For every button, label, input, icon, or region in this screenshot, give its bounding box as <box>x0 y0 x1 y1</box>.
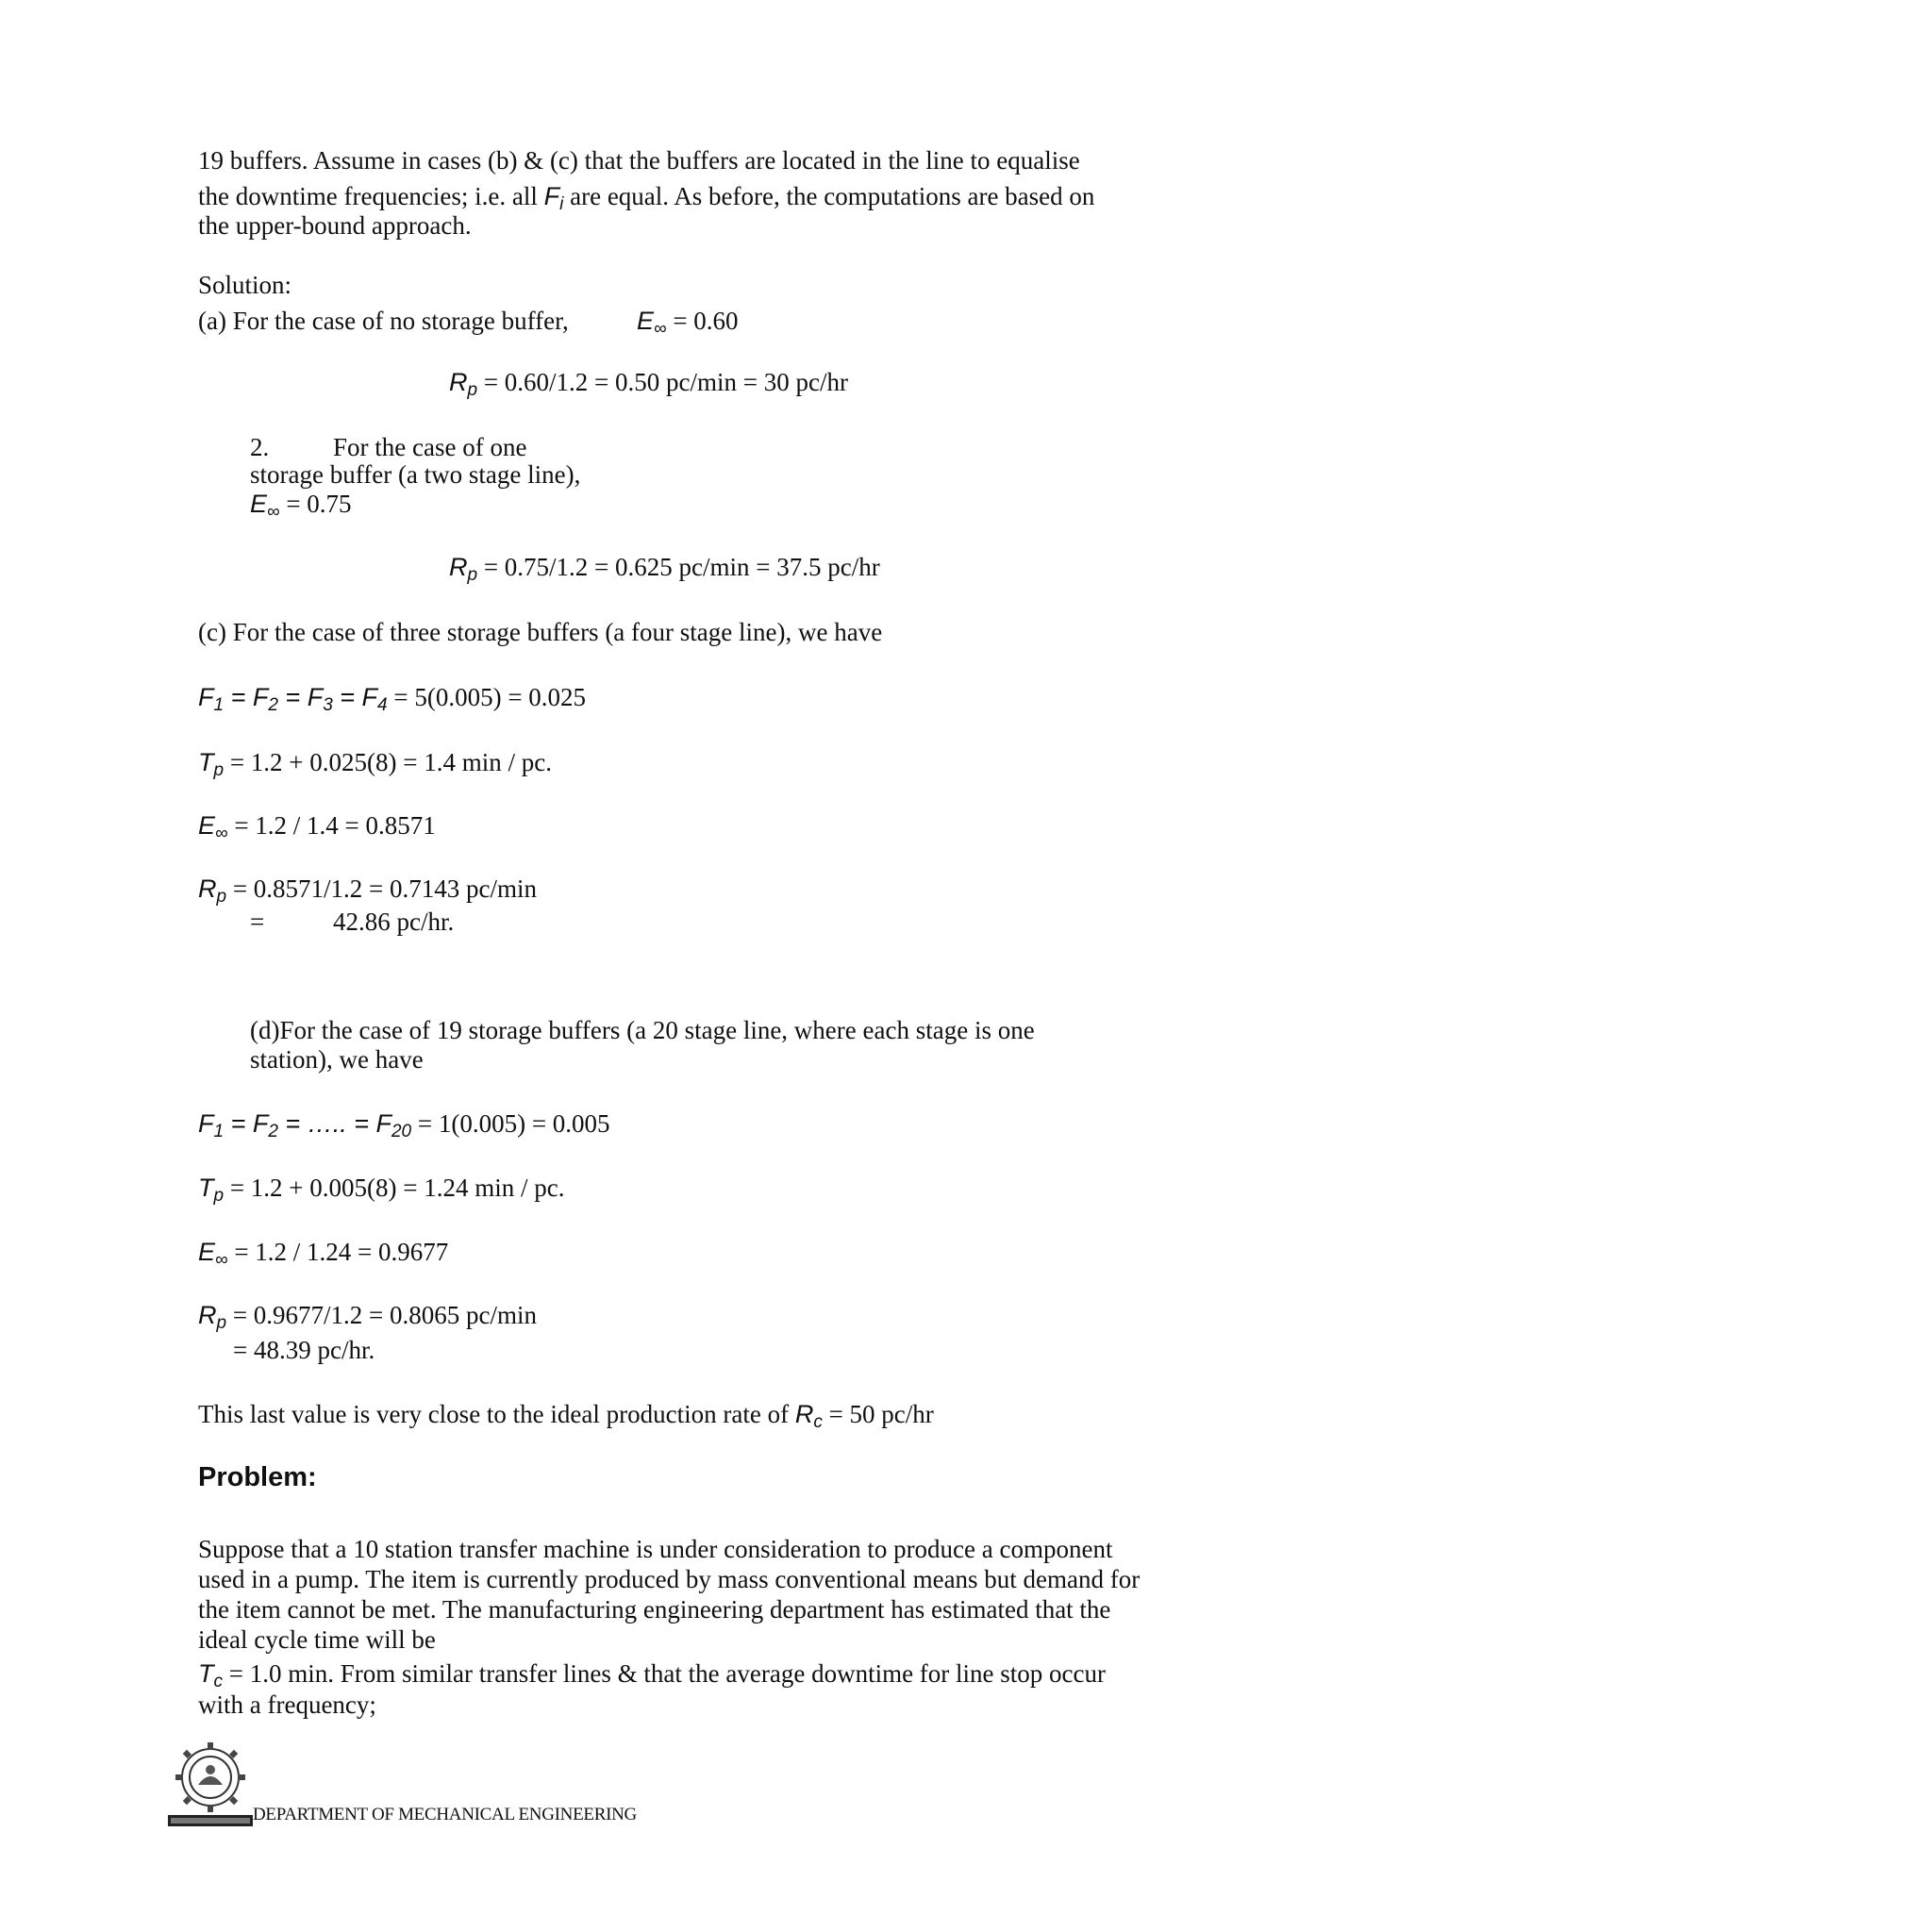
solution-a-efficiency: $E_\infty = 0.60$ <box>637 307 739 339</box>
intro-line-2: the downtime frequencies; i.e. all $F_i$ are equal. As before, the computations are based on <box>198 182 1095 214</box>
solution-a-text: (a) For the case of no storage buffer, <box>198 307 569 335</box>
solution-a-rate: $R_p = 0.60/1.2 = 0.50$ pc/min = 30 pc/hr <box>449 368 848 400</box>
intro-line-3: the upper-bound approach. <box>198 211 472 240</box>
problem-line-4: ideal cycle time will be <box>198 1625 436 1654</box>
solution-c-text: (c) For the case of three storage buffers (a four stage line), we have <box>198 618 883 646</box>
college-emblem-gear-icon <box>168 1740 253 1828</box>
solution-c-efficiency: $E_\infty = 1.2 / 1.4 = 0.8571$ <box>198 811 436 843</box>
solution-b-line-1: For the case of one <box>333 433 527 461</box>
solution-c-rate-hr: 42.86 pc/hr. <box>333 908 455 936</box>
solution-b-line-2: storage buffer (a two stage line), <box>250 460 581 489</box>
problem-line-5: $T_c = 1.0$ min. From similar transfer lines & that the average downtime for line stop occur <box>198 1659 1106 1691</box>
intro-line-1: 19 buffers. Assume in cases (b) & (c) that the buffers are located in the line to equalise <box>198 146 1080 175</box>
solution-c-cycle-time: $T_p = 1.2 + 0.025(8) = 1.4$ min / pc. <box>198 748 552 780</box>
solution-d-cycle-time: $T_p = 1.2 + 0.005(8) = 1.24$ min / pc. <box>198 1174 565 1206</box>
solution-d-line-2: station), we have <box>250 1045 424 1074</box>
problem-line-1: Suppose that a 10 station transfer machine is under consideration to produce a component <box>198 1535 1113 1563</box>
problem-heading: Problem: <box>198 1462 317 1492</box>
f-symbol: F <box>543 182 560 210</box>
solution-c-rate-eq: = <box>250 908 265 936</box>
solution-d-frequencies: $F_1 = F_2$ = ….. = $F_{20} = 1(0.005) = 0.005$ <box>198 1109 610 1141</box>
solution-closing: This last value is very close to the ideal production rate of $R_c = 50$ pc/hr <box>198 1400 934 1432</box>
solution-heading: Solution: <box>198 271 292 299</box>
solution-b-number: 2. <box>250 433 270 461</box>
problem-line-6: with a frequency; <box>198 1690 376 1719</box>
solution-d-efficiency: $E_\infty = 1.2 / 1.24 = 0.9677$ <box>198 1238 449 1270</box>
solution-d-rate-hr: = 48.39 pc/hr. <box>233 1336 375 1364</box>
solution-b-efficiency: $E_\infty = 0.75$ <box>250 490 352 522</box>
solution-d-rate: $R_p = 0.9677/1.2 = 0.8065$ pc/min <box>198 1301 538 1333</box>
problem-line-2: used in a pump. The item is currently produced by mass conventional means but demand for <box>198 1565 1141 1593</box>
solution-d-line-1: (d)For the case of 19 storage buffers (a 20 stage line, where each stage is one <box>250 1016 1035 1044</box>
solution-c-frequencies: $F_1 = F_2 = F_3 = F_4 = 5(0.005) = 0.025$ <box>198 683 587 715</box>
problem-line-3: the item cannot be met. The manufacturing engineering department has estimated that the <box>198 1595 1111 1624</box>
footer-department: DEPARTMENT OF MECHANICAL ENGINEERING <box>253 1805 637 1824</box>
solution-b-rate: $R_p = 0.75/1.2 = 0.625$ pc/min = 37.5 pc/hr <box>449 553 880 585</box>
solution-c-rate: $R_p = 0.8571/1.2 = 0.7143$ pc/min <box>198 874 538 907</box>
